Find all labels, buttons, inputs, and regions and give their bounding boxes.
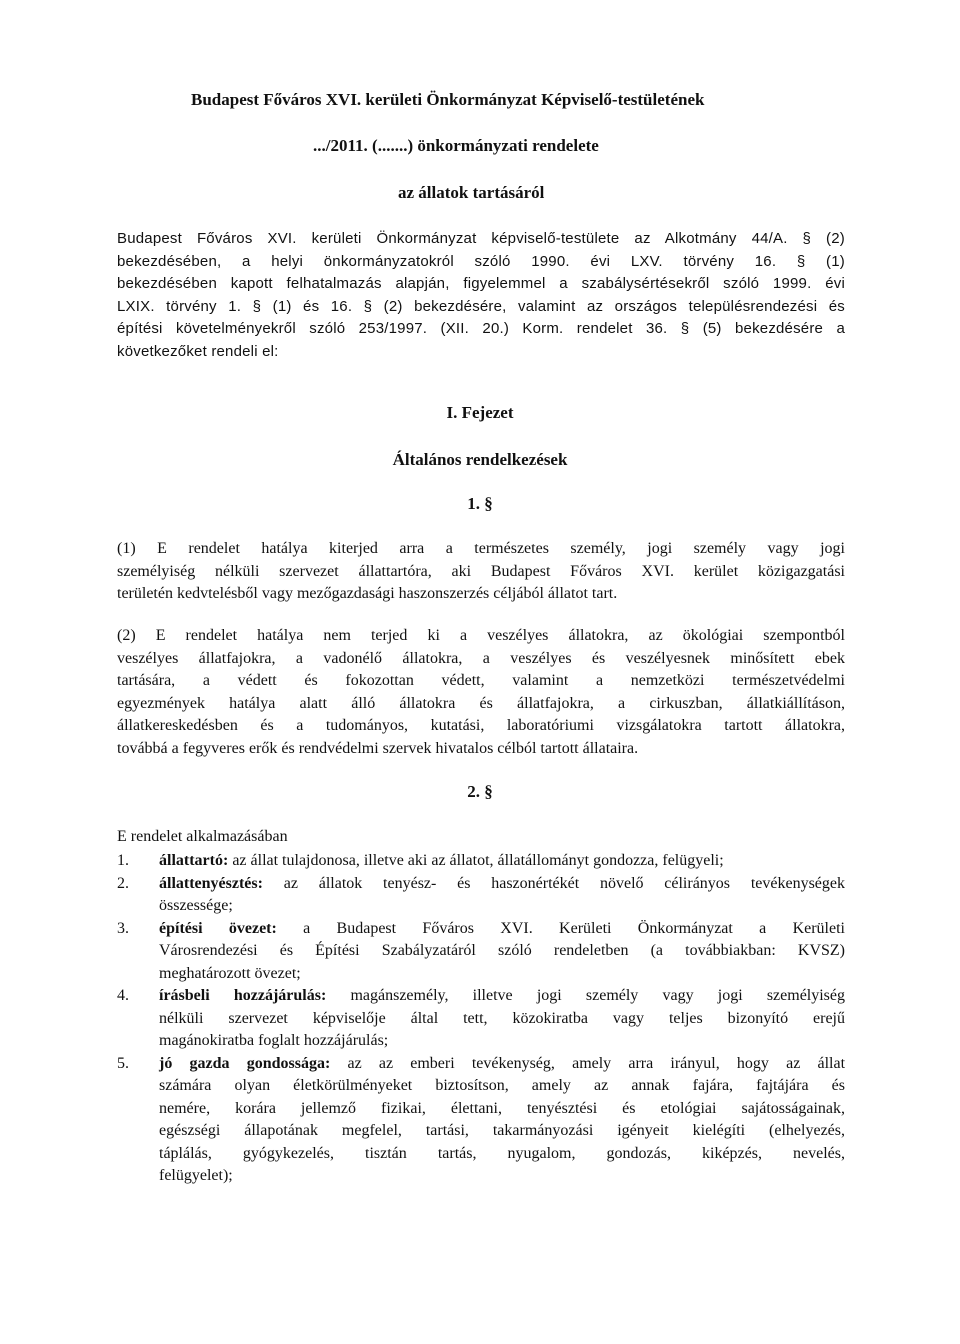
definition-line: számára olyan életkörülményeket biztosítson, amely az annak fajára, fajtájára és <box>159 1077 845 1094</box>
definition-line: egészségi állapotának megfelel, tartási, takarmányozási igényeit kielégíti (elhelyezés, <box>159 1122 845 1139</box>
preamble-line: Budapest Főváros XVI. kerületi Önkormányzat képviselő-testülete az Alkotmány 44/A. § (2) <box>117 230 845 247</box>
chapter-title: Általános rendelkezések <box>392 450 568 469</box>
definition-line <box>159 918 845 941</box>
definition-text: az állat tulajdonosa, illetve aki az állatot, állatállományt gondozza, felügyeli; <box>228 852 724 869</box>
definition-text: magánszemély, illetve jogi személy vagy jogi személyiség <box>326 987 846 1004</box>
definition-item <box>117 918 845 986</box>
paragraph-line: állatkereskedésben és a tudományos, kutatási, laboratóriumi vizsgálatokra tartott állatokra, <box>117 717 845 734</box>
definition-text: az az emberi tevékenység, amely arra irányul, hogy az állat <box>330 1054 846 1072</box>
definition-term: írásbeli hozzájárulás: <box>159 987 327 1004</box>
preamble-line: LXIX. törvény 1. § (1) és 16. § (2) bekezdésére, valamint az országos településrendezési és <box>117 297 845 315</box>
definition-line <box>159 1053 845 1076</box>
definition-line <box>159 985 845 1008</box>
definition-line: Városrendezési és Építési Szabályzatáról szóló rendeletben (a továbbiakban: KVSZ) <box>159 942 845 959</box>
paragraph-line: továbbá a fegyveres erők és rendvédelmi szervek hivatalos célból tartott állataira. <box>117 739 639 757</box>
definition-line <box>159 850 845 873</box>
definition-item <box>117 850 845 873</box>
preamble-line: bekezdésében, a helyi önkormányzatokról szóló 1990. évi LXV. törvény 16. § (1) <box>117 252 845 270</box>
definitions-list <box>117 850 845 1188</box>
definition-number: 1. <box>117 852 129 869</box>
paragraph-line: (2) E rendelet hatálya nem terjed ki a veszélyes állatokra, az ökológiai szempontból <box>117 627 845 644</box>
preamble-line: bekezdésében kapott felhatalmazás alapján, figyelemmel a szabálysértésekről szóló 1999. évi <box>117 275 845 292</box>
section-1-label: 1. § <box>467 494 493 513</box>
definition-line: nélküli szervezet képviselője által tett, közokiratba vagy teljes bizonyító erejű <box>159 1009 845 1027</box>
definition-text: a Budapest Főváros XVI. Kerületi Önkormányzat a Kerületi <box>276 919 845 937</box>
definition-line: nemére, korára jellemző fizikai, élettani, tenyésztési és etológiai sajátosságainak, <box>159 1099 845 1117</box>
definition-term: építési övezet: <box>159 919 277 937</box>
council-heading: Budapest Főváros XVI. kerületi Önkormányzat Képviselő-testületének <box>191 90 705 109</box>
section-2-intro: E rendelet alkalmazásában <box>117 828 288 845</box>
chapter-number: I. Fejezet <box>446 403 514 422</box>
decree-number: .../2011. (.......) önkormányzati rendelete <box>313 136 599 155</box>
paragraph-line: (1) E rendelet hatálya kiterjed arra a természetes személy, jogi személy vagy jogi <box>117 540 845 557</box>
definition-number: 4. <box>117 987 129 1004</box>
section-2-label: 2. § <box>467 782 493 801</box>
paragraph-line: tartására, a védett és fokozottan védett, valamint a nemzetközi természetvédelmi <box>117 672 845 689</box>
preamble-line: építési követelményekről szóló 253/1997. (XII. 20.) Korm. rendelet 36. § (5) bekezdésére a <box>117 320 845 337</box>
definition-term: állattenyésztés: <box>159 874 263 892</box>
decree-subject: az állatok tartásáról <box>398 183 545 202</box>
definition-item <box>117 873 845 918</box>
paragraph-line: területén kedvtelésből vagy mezőgazdasági haszonszerzés céljából állatot tart. <box>117 585 618 602</box>
definition-term: állattartó: <box>159 852 229 869</box>
definition-line: táplálás, gyógykezelés, tisztán tartás, nyugalom, gondozás, kiképzés, nevelés, <box>159 1144 845 1162</box>
definition-number: 3. <box>117 919 129 937</box>
definition-term: jó gazda gondossága: <box>159 1054 331 1072</box>
paragraph-line: személyiség nélküli szervezet állattartóra, aki Budapest Főváros XVI. kerület közigazgatási <box>117 562 845 580</box>
definition-line: magánokiratba foglalt hozzájárulás; <box>159 1032 389 1049</box>
definition-line: felügyelet); <box>159 1167 233 1184</box>
paragraph-line: egyezmények hatálya alatt álló állatokra és állatfajokra, a cirkuszban, állatkiállításon, <box>117 694 845 712</box>
definition-line <box>159 873 845 896</box>
section-1-paragraph-2 <box>117 625 845 760</box>
preamble <box>117 228 845 363</box>
definition-item <box>117 1053 845 1188</box>
preamble-line: következőket rendeli el: <box>117 342 279 360</box>
paragraph-line: veszélyes állatfajokra, a vadonélő állatokra, a veszélyes és veszélyesnek minősített ebek <box>117 649 845 667</box>
definition-text: az állatok tenyész- és haszonértékét növelő célirányos tevékenységek <box>262 874 845 892</box>
definition-line: összessége; <box>159 897 233 914</box>
definition-line: meghatározott övezet; <box>159 964 301 982</box>
definition-number: 5. <box>117 1054 129 1072</box>
definition-item <box>117 985 845 1053</box>
definition-number: 2. <box>117 874 129 892</box>
section-1-paragraph-1 <box>117 538 845 606</box>
